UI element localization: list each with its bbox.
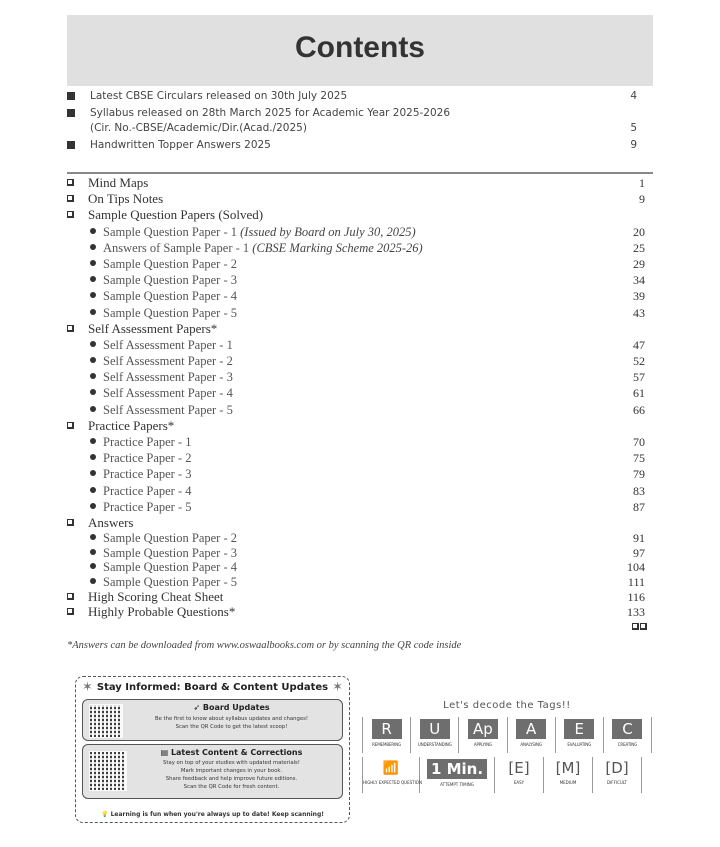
toc-subitem[interactable] [67, 531, 653, 546]
bar-chart-icon: 📶 [382, 761, 400, 776]
divider [67, 172, 653, 174]
toc-subitem[interactable] [67, 353, 653, 369]
tags-legend [362, 700, 652, 793]
page-number: 79 [633, 467, 645, 482]
dot-bullet-icon [90, 260, 96, 266]
top-item[interactable] [67, 138, 653, 153]
toc-section-sqp[interactable] [67, 207, 653, 223]
dot-bullet-icon [90, 578, 96, 584]
checkbox-bullet-icon [67, 325, 74, 332]
dot-bullet-icon [90, 389, 96, 395]
page-number: 29 [633, 256, 645, 271]
checkbox-bullet-icon [67, 519, 74, 526]
toc-label: High Scoring Cheat Sheet [88, 589, 224, 605]
card-title: ▤ Latest Content & Corrections [160, 748, 303, 757]
toc-label: Practice Paper - 5 [103, 499, 192, 514]
top-item-label: Syllabus released on 28th March 2025 for Academic Year 2025-2026 [90, 107, 451, 119]
page-number: 52 [633, 354, 645, 369]
dot-bullet-icon [90, 563, 96, 569]
page-number: 111 [627, 574, 645, 589]
page-number: 133 [627, 605, 645, 620]
toc-subitem[interactable] [67, 240, 653, 256]
top-item-label: Handwritten Topper Answers 2025 [90, 139, 271, 151]
toc-label: Sample Question Paper - 3 [103, 545, 238, 560]
toc-label: On Tips Notes [88, 191, 164, 207]
tag-medium: [M] MEDIUM [544, 757, 593, 793]
toc-label: Self Assessment Paper - 4 [103, 386, 233, 401]
card-line: Stay on top of your studies with updated materials! [163, 760, 300, 766]
toc-label: Sample Question Paper - 2 [103, 256, 238, 271]
top-item[interactable] [67, 106, 653, 136]
checkbox-bullet-icon [67, 593, 74, 600]
toc-subitem[interactable] [67, 450, 653, 466]
square-bullet-icon [67, 92, 75, 100]
toc-list [67, 175, 653, 620]
dot-bullet-icon [90, 244, 96, 250]
top-list [67, 89, 653, 155]
page-number: 25 [633, 240, 645, 255]
toc-section-pp[interactable] [67, 418, 653, 434]
dot-bullet-icon [90, 470, 96, 476]
toc-subitem[interactable] [67, 499, 653, 515]
dot-bullet-icon [90, 454, 96, 460]
tag-remembering: R REMEMBERING [363, 717, 411, 753]
toc-note: (Issued by Board on July 30, 2025) [240, 224, 416, 239]
top-item-label-line2: (Cir. No.-CBSE/Academic/Dir.(Acad./2025) [90, 122, 307, 134]
content-updates-card [82, 744, 343, 799]
lightbulb-icon: 💡 [101, 811, 111, 818]
tags-title: Let's decode the Tags!! [443, 700, 571, 711]
dot-bullet-icon [90, 487, 96, 493]
tags-row-meta [362, 757, 652, 793]
toc-label: Answers of Sample Paper - 1 [103, 240, 253, 255]
page-number: 34 [633, 273, 645, 288]
card-line: Scan the QR Code to get the latest scoop! [175, 724, 288, 730]
toc-label: Practice Paper - 3 [103, 467, 192, 482]
toc-subitem[interactable] [67, 337, 653, 353]
toc-label: Sample Question Paper - 2 [103, 531, 238, 546]
toc-subitem[interactable] [67, 575, 653, 590]
dot-bullet-icon [90, 534, 96, 540]
page-number: 116 [627, 590, 645, 605]
square-bullet-icon [67, 141, 75, 149]
updates-panel [75, 676, 350, 823]
dot-bullet-icon [90, 503, 96, 509]
toc-section-answers[interactable] [67, 515, 653, 531]
tag-applying: Ap APPLYING [459, 717, 507, 753]
tag-easy: [E] EASY [495, 757, 544, 793]
page-number: 104 [627, 560, 645, 575]
toc-subitem[interactable] [67, 369, 653, 385]
tag-difficult: [D] DIFFICULT [593, 757, 642, 793]
dot-bullet-icon [90, 309, 96, 315]
page-number: 97 [633, 545, 645, 560]
tag-analysing: A ANALYSING [508, 717, 556, 753]
toc-subitem[interactable] [67, 385, 653, 401]
board-updates-card [82, 699, 343, 741]
checkbox-bullet-icon [67, 195, 74, 202]
page-number: 9 [630, 139, 637, 151]
page-number: 43 [633, 305, 645, 320]
tags-row-cognitive [362, 717, 652, 753]
toc-subitem[interactable] [67, 434, 653, 450]
toc-label: Practice Papers* [88, 417, 175, 433]
checkbox-bullet-icon [67, 179, 74, 186]
card-title: ➶ Board Updates [193, 703, 270, 712]
party-popper-icon: ✶ [82, 680, 93, 695]
card-line: Be the first to know about syllabus updates and changes! [154, 716, 308, 722]
page-number: 9 [639, 192, 645, 207]
updates-footer: 💡 Learning is fun when you're always up to date! Keep scanning! [101, 811, 324, 818]
page-number: 47 [633, 337, 645, 352]
tag-creating: C CREATING [604, 717, 652, 753]
toc-label: Self Assessment Paper - 3 [103, 370, 233, 385]
toc-subitem[interactable] [67, 402, 653, 418]
toc-label: Highly Probable Questions* [88, 604, 236, 620]
toc-subitem[interactable] [67, 483, 653, 499]
dot-bullet-icon [90, 373, 96, 379]
toc-label: Sample Question Paper - 4 [103, 560, 238, 575]
tag-understanding: U UNDERSTANDING [411, 717, 459, 753]
toc-item-hpq[interactable] [67, 604, 653, 620]
page-number: 39 [633, 289, 645, 304]
toc-label: Mind Maps [88, 175, 149, 190]
toc-label: Self Assessment Paper - 5 [103, 402, 233, 417]
page-number: 20 [633, 224, 645, 239]
toc-label: Practice Paper - 2 [103, 451, 192, 466]
toc-item-cheat-sheet[interactable] [67, 589, 653, 604]
toc-subitem[interactable] [67, 288, 653, 304]
square-bullet-icon [67, 109, 75, 117]
page-number: 83 [633, 483, 645, 498]
page-number: 91 [633, 531, 645, 546]
dot-bullet-icon [90, 341, 96, 347]
card-line: Scan the QR Code for fresh content. [183, 784, 280, 790]
end-marker-icon [631, 622, 647, 632]
dot-bullet-icon [90, 228, 96, 234]
card-line: Share feedback and help improve future editions. [165, 776, 298, 782]
toc-label: Sample Question Paper - 5 [103, 305, 238, 320]
tag-attempt-timing: 1 Min. ATTEMPT TIMING [420, 757, 495, 793]
toc-label: Sample Question Paper - 4 [103, 289, 238, 304]
toc-label: Practice Paper - 4 [103, 483, 192, 498]
rocket-icon: ➶ [193, 703, 203, 712]
toc-label: Practice Paper - 1 [103, 435, 192, 449]
toc-label: Sample Question Paper - 5 [103, 574, 238, 589]
checkbox-bullet-icon [67, 422, 74, 429]
page-number: 61 [633, 386, 645, 401]
page-number: 70 [633, 435, 645, 449]
toc-label: Sample Question Paper - 3 [103, 273, 238, 288]
dot-bullet-icon [90, 549, 96, 555]
toc-item-mind-maps[interactable] [67, 175, 653, 191]
party-popper-icon: ✶ [332, 680, 343, 695]
toc-subitem[interactable] [67, 305, 653, 321]
toc-label: Sample Question Paper - 1 [103, 224, 241, 239]
toc-section-sap[interactable] [67, 321, 653, 337]
checkbox-bullet-icon [67, 608, 74, 615]
page-number: 66 [633, 402, 645, 417]
toc-label: Self Assessment Papers* [88, 320, 218, 336]
page-number: 1 [639, 176, 645, 190]
toc-label: Self Assessment Paper - 2 [103, 354, 233, 369]
top-item-label: Latest CBSE Circulars released on 30th July 2025 [90, 90, 348, 102]
toc-subitem[interactable] [67, 466, 653, 482]
toc-note: (CBSE Marking Scheme 2025-26) [252, 240, 423, 255]
page-number: 87 [633, 499, 645, 514]
toc-item-tips[interactable] [67, 191, 653, 207]
toc-label: Answers [88, 514, 134, 530]
tag-evaluating: E EVALUATING [556, 717, 604, 753]
dot-bullet-icon [90, 276, 96, 282]
card-line: Mark important changes in your book. [180, 768, 283, 774]
footnote: *Answers can be downloaded from www.oswaalbooks.com or by scanning the QR code inside [67, 640, 462, 651]
toc-subitem[interactable] [67, 560, 653, 575]
page-title: Contents [295, 31, 425, 64]
updates-title: Stay Informed: Board & Content Updates [96, 682, 329, 693]
toc-subitem[interactable] [67, 272, 653, 288]
qr-code[interactable] [89, 751, 127, 791]
dot-bullet-icon [90, 357, 96, 363]
book-icon: ▤ [160, 748, 171, 757]
dot-bullet-icon [90, 438, 96, 444]
toc-label: Sample Question Papers (Solved) [88, 207, 264, 223]
toc-subitem[interactable] [67, 256, 653, 272]
top-item[interactable] [67, 89, 653, 104]
tag-highly-expected: 📶 HIGHLY EXPECTED QUESTION [363, 757, 420, 793]
toc-label: Self Assessment Paper - 1 [103, 337, 233, 352]
contents-header [67, 15, 653, 86]
dot-bullet-icon [90, 406, 96, 412]
toc-subitem[interactable] [67, 546, 653, 561]
dot-bullet-icon [90, 292, 96, 298]
page-number: 4 [630, 90, 637, 102]
checkbox-bullet-icon [67, 211, 74, 218]
toc-subitem[interactable] [67, 224, 653, 240]
page-number: 5 [630, 122, 637, 134]
qr-code[interactable] [89, 704, 123, 738]
page-number: 75 [633, 451, 645, 466]
page-number: 57 [633, 370, 645, 385]
